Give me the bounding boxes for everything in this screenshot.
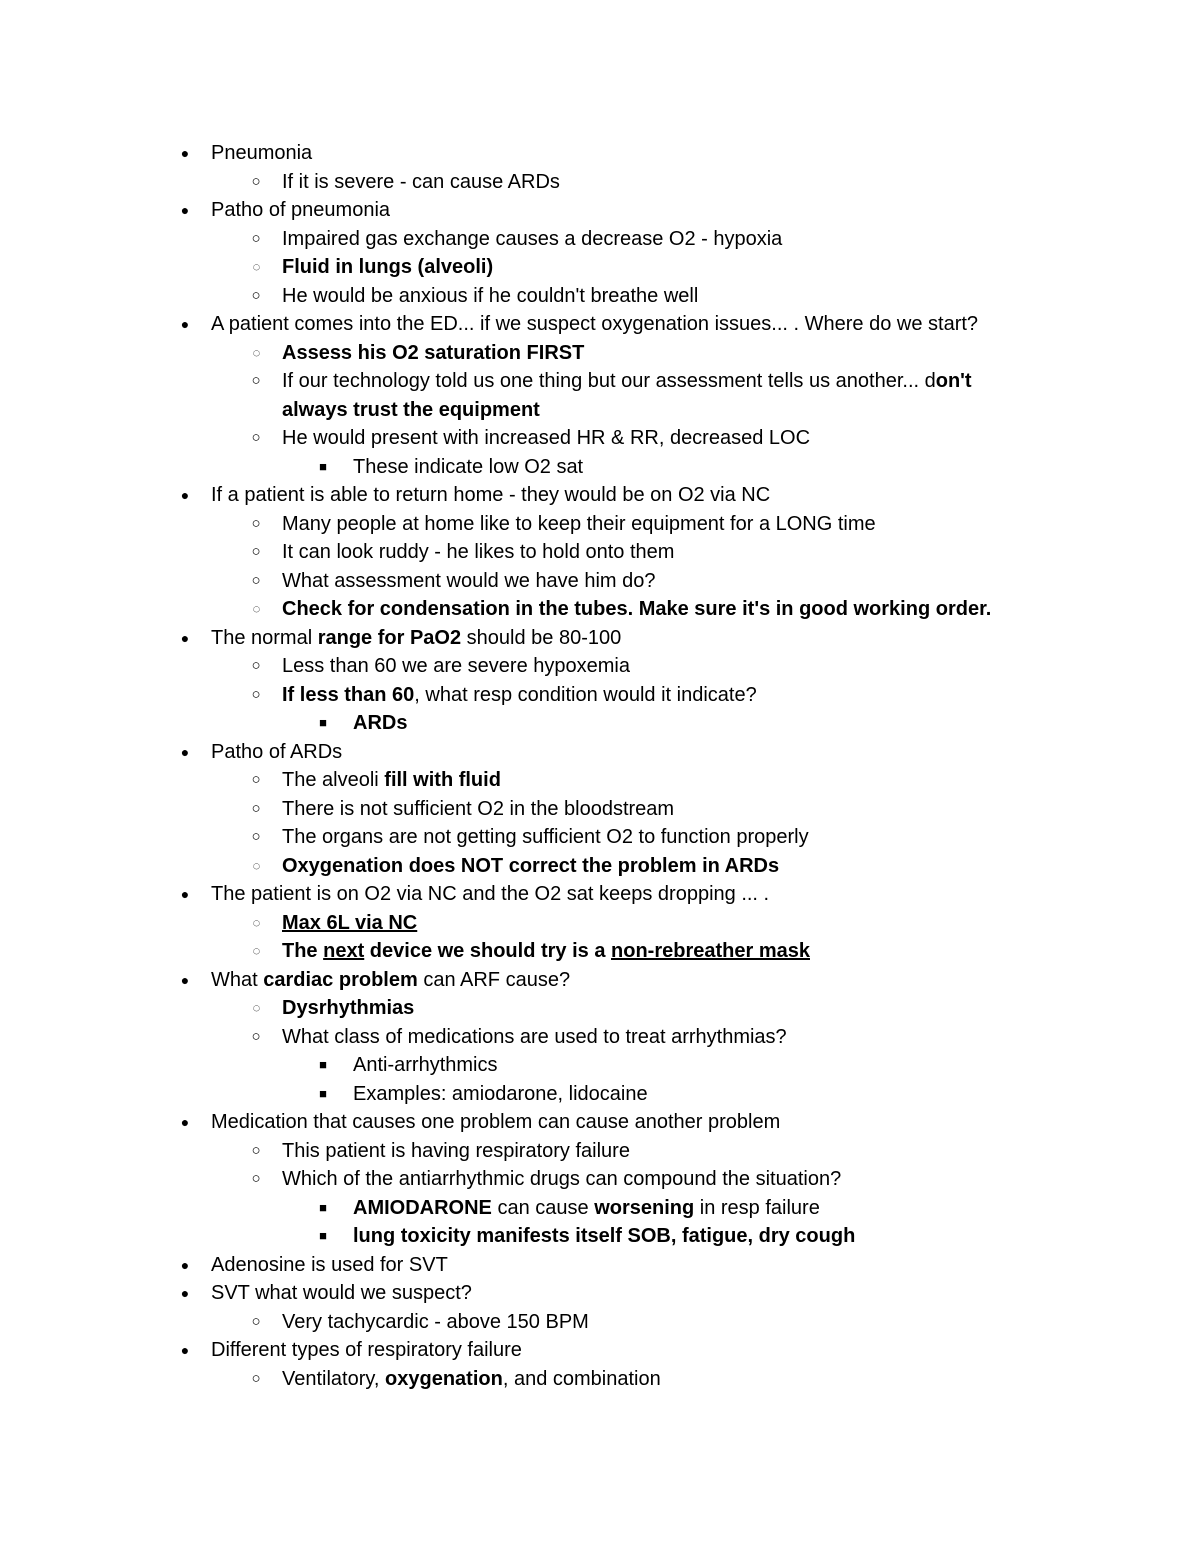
list-item (0, 937, 1200, 966)
bullet-square-icon: ■ (319, 1057, 327, 1072)
list-item-text: Pneumonia (211, 142, 313, 164)
list-item-text: Ventilatory, (282, 1367, 386, 1390)
list-item-text: What (211, 968, 264, 991)
bullet-circle-icon: ○ (251, 543, 261, 560)
bullet-circle-icon: ○ (251, 657, 261, 674)
list-item (0, 453, 1200, 482)
bullet-circle-icon: ○ (251, 429, 261, 446)
list-item (0, 196, 1200, 225)
list-item-text: can cause (491, 1196, 595, 1219)
list-item (0, 367, 1200, 396)
list-item (0, 1137, 1200, 1166)
bullet-square-icon: ■ (319, 1228, 327, 1243)
list-item-text: ARDs (353, 712, 408, 734)
bullet-circle-icon: ○ (251, 1170, 261, 1187)
list-item-text: This patient is having respiratory failure (282, 1139, 630, 1162)
list-item-text: Different types of respiratory failure (211, 1339, 522, 1361)
list-item-text: range for PaO2 (317, 626, 462, 649)
bullet-hollow-circle-icon: ◌ (252, 1000, 260, 1015)
bullet-circle-icon: ○ (251, 1141, 261, 1159)
bullet-circle-icon: ○ (251, 828, 261, 845)
list-item-text: always trust the equipment (282, 398, 540, 421)
list-item-text: Oxygenation does NOT correct the problem in ARDs (282, 854, 780, 877)
list-item (0, 538, 1200, 567)
list-item-text: Max 6L via NC (282, 911, 418, 934)
bullet-circle-icon: ○ (251, 571, 261, 589)
list-item (0, 595, 1200, 624)
list-item-text: SVT what would we suspect? (211, 1282, 472, 1304)
list-item-text: Adenosine is used for SVT (211, 1253, 448, 1276)
list-item-text: The patient is on O2 via NC and the O2 sat keeps dropping ... . (211, 883, 770, 905)
bullet-disc-icon: ● (180, 145, 190, 161)
list-item-text: Many people at home like to keep their equipment for a LONG time (282, 512, 876, 535)
list-item (0, 652, 1200, 681)
bullet-hollow-circle-icon: ◌ (252, 259, 260, 274)
bullet-circle-icon: ○ (251, 172, 261, 190)
list-item (0, 339, 1200, 368)
bullet-circle-icon: ○ (251, 372, 261, 389)
list-item-text: What class of medications are used to treat arrhythmias? (282, 1025, 787, 1048)
bullet-disc-icon: ● (180, 202, 190, 218)
list-item-text: The normal (211, 626, 318, 649)
bullet-disc-icon: ● (180, 743, 190, 760)
list-item-text: A patient comes into the ED... if we suspect oxygenation issues... . Where do we start? (211, 313, 979, 335)
list-item-text: If our technology told us one thing but our assessment tells us another... d (282, 370, 936, 392)
list-item (0, 1251, 1200, 1280)
list-item (0, 1051, 1200, 1080)
bullet-hollow-circle-icon: ◌ (252, 914, 260, 930)
bullet-disc-icon: ● (180, 1342, 190, 1358)
list-item (0, 738, 1200, 767)
list-item-text: non-rebreather mask (611, 940, 810, 962)
list-item (0, 282, 1200, 311)
list-item (0, 1194, 1200, 1223)
list-item-text: If less than 60 (282, 683, 415, 706)
list-item-text: The organs are not getting sufficient O2 to function properly (282, 826, 809, 848)
notes-list (0, 139, 1200, 1393)
list-item-text: Very tachycardic - above 150 BPM (282, 1310, 589, 1333)
list-item-text: Dysrhythmias (282, 997, 415, 1019)
list-item (0, 1336, 1200, 1365)
list-item (0, 225, 1200, 254)
bullet-hollow-circle-icon: ◌ (252, 943, 260, 958)
list-item (0, 253, 1200, 282)
bullet-square-icon: ■ (319, 1199, 327, 1215)
bullet-circle-icon: ○ (251, 799, 261, 817)
bullet-disc-icon: ● (180, 1256, 190, 1273)
list-item (0, 481, 1200, 510)
list-item-text: cardiac problem (263, 968, 418, 991)
list-item-text: Anti-arrhythmics (353, 1054, 498, 1076)
list-item (0, 1308, 1200, 1337)
list-item-text: , and combination (502, 1367, 661, 1390)
list-item-text: Patho of pneumonia (211, 199, 391, 221)
list-item (0, 1108, 1200, 1137)
bullet-square-icon: ■ (319, 1085, 327, 1101)
bullet-hollow-circle-icon: ◌ (252, 601, 260, 616)
list-item (0, 709, 1200, 738)
list-item-text: Medication that causes one problem can cause another problem (211, 1111, 781, 1133)
list-item (0, 139, 1200, 168)
bullet-circle-icon: ○ (251, 1369, 261, 1387)
list-item (0, 1279, 1200, 1308)
list-item (0, 681, 1200, 710)
list-item-text: AMIODARONE (353, 1196, 492, 1219)
list-item-text: Which of the antiarrhythmic drugs can compound the situation? (282, 1168, 842, 1190)
list-item (0, 424, 1200, 453)
list-item (0, 396, 1200, 425)
list-item-text: Patho of ARDs (211, 740, 343, 763)
list-item-text: If it is severe - can cause ARDs (282, 170, 560, 193)
list-item-text: can ARF cause? (417, 968, 571, 991)
list-item-text: Assess his O2 saturation FIRST (282, 341, 585, 364)
list-item-text: , what resp condition would it indicate? (414, 683, 757, 706)
list-item-text: on't (935, 370, 972, 392)
list-item (0, 1080, 1200, 1109)
bullet-square-icon: ■ (319, 458, 327, 474)
list-item-text: What assessment would we have him do? (282, 569, 656, 592)
list-item-text: Check for condensation in the tubes. Make sure it's in good working order. (282, 598, 992, 620)
list-item (0, 1365, 1200, 1394)
bullet-circle-icon: ○ (251, 1312, 261, 1330)
list-item-text: lung toxicity manifests itself SOB, fatigue, dry cough (353, 1225, 856, 1247)
list-item-text: device we should try is a (364, 940, 612, 962)
list-item (0, 1222, 1200, 1251)
list-item (0, 994, 1200, 1023)
list-item (0, 795, 1200, 824)
list-item-text: in resp failure (694, 1196, 820, 1219)
list-item (0, 510, 1200, 539)
bullet-circle-icon: ○ (251, 1027, 261, 1045)
list-item-text: oxygenation (385, 1367, 503, 1390)
list-item (0, 766, 1200, 795)
bullet-disc-icon: ● (180, 1114, 190, 1130)
list-item-text: He would be anxious if he couldn't breathe well (282, 284, 699, 307)
list-item (0, 624, 1200, 653)
bullet-circle-icon: ○ (251, 685, 261, 703)
bullet-hollow-circle-icon: ◌ (252, 857, 260, 873)
bullet-disc-icon: ● (180, 971, 190, 988)
bullet-square-icon: ■ (319, 715, 327, 730)
list-item-text: worsening (594, 1196, 695, 1219)
list-item (0, 823, 1200, 852)
list-item-text: Less than 60 we are severe hypoxemia (282, 655, 630, 677)
list-item-text: should be 80-100 (461, 626, 622, 649)
list-item (0, 966, 1200, 995)
bullet-hollow-circle-icon: ◌ (252, 344, 260, 360)
list-item (0, 310, 1200, 339)
bullet-disc-icon: ● (180, 629, 190, 646)
list-item (0, 168, 1200, 197)
list-item-text: The alveoli (282, 769, 385, 791)
list-item-text: fill with fluid (384, 769, 501, 791)
bullet-disc-icon: ● (180, 316, 190, 332)
list-item-text: Examples: amiodarone, lidocaine (353, 1082, 648, 1105)
bullet-circle-icon: ○ (251, 286, 261, 304)
list-item-text: Impaired gas exchange causes a decrease O2 - hypoxia (282, 227, 783, 250)
list-item-text: It can look ruddy - he likes to hold onto them (282, 541, 675, 563)
list-item (0, 909, 1200, 938)
list-item (0, 567, 1200, 596)
list-item-text: The (282, 940, 324, 962)
list-item-text: There is not sufficient O2 in the bloodstream (282, 797, 675, 820)
bullet-circle-icon: ○ (251, 514, 261, 532)
list-item (0, 1165, 1200, 1194)
list-item-text: next (323, 940, 365, 962)
list-item-text: Fluid in lungs (alveoli) (282, 256, 494, 278)
list-item (0, 1023, 1200, 1052)
list-item (0, 880, 1200, 909)
list-item-text: If a patient is able to return home - they would be on O2 via NC (211, 484, 771, 506)
bullet-disc-icon: ● (180, 487, 190, 503)
bullet-disc-icon: ● (180, 886, 190, 902)
bullet-circle-icon: ○ (251, 229, 261, 247)
bullet-circle-icon: ○ (251, 771, 261, 788)
list-item-text: These indicate low O2 sat (353, 455, 584, 478)
list-item (0, 852, 1200, 881)
bullet-disc-icon: ● (180, 1285, 190, 1301)
list-item-text: He would present with increased HR & RR, decreased LOC (282, 427, 811, 449)
